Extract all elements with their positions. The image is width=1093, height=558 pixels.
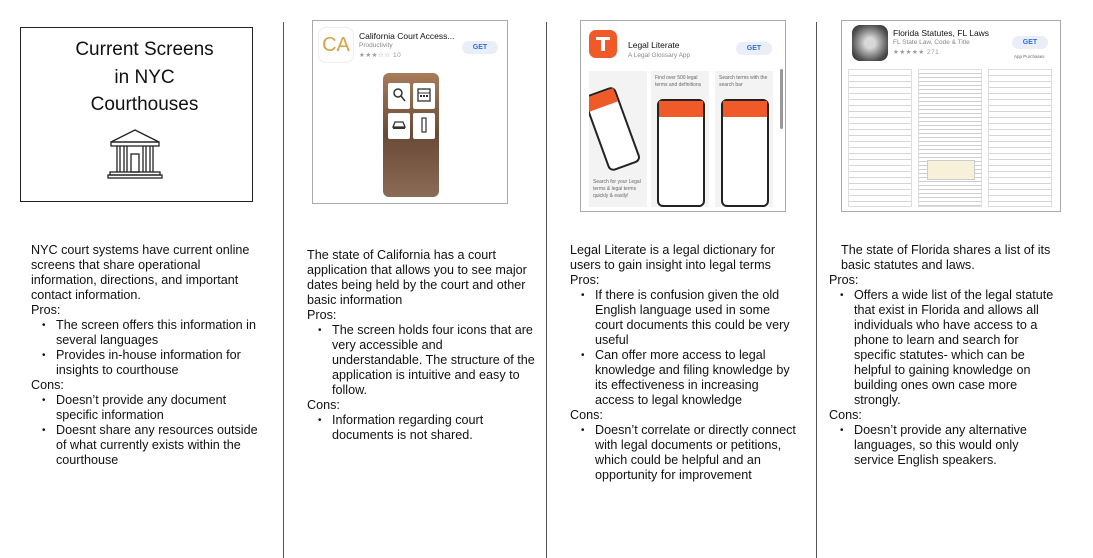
florida-app-card xyxy=(841,20,1061,212)
app-logo xyxy=(852,25,888,61)
pros-label: Pros: xyxy=(31,303,61,317)
pros-list xyxy=(31,318,259,378)
nyc-title-box xyxy=(20,27,253,202)
column-3-text xyxy=(570,243,798,483)
courthouse-icon xyxy=(107,127,163,183)
app-title: California Court Access... xyxy=(359,31,455,41)
legal-icon xyxy=(589,30,617,58)
list-item: • Doesn’t provide any document specific information xyxy=(31,393,259,423)
pros-list xyxy=(307,323,535,398)
rating-count: 10 xyxy=(392,52,402,59)
list-item: • The screen holds four icons that are very accessible and understandable. The structure of the application is intuitive and easy to follow. xyxy=(307,323,535,398)
legal-literate-description: Legal Literate is a legal dictionary for users to gain insight into legal terms xyxy=(570,243,776,272)
cons-list xyxy=(829,423,1061,468)
list-item: • Doesn’t provide any alternative languages, so this would only service English speakers. xyxy=(829,423,1061,468)
rating-stars: ★★★★★ xyxy=(893,49,925,56)
app-screenshot xyxy=(988,69,1052,207)
screenshot-caption: Find over 500 legal terms and definitions xyxy=(655,75,702,88)
app-screenshot xyxy=(651,71,709,207)
phone-mockup xyxy=(657,99,705,207)
pros-label: Pros: xyxy=(570,273,600,287)
app-category: Productivity xyxy=(359,42,393,49)
get-button[interactable]: GET xyxy=(736,42,772,55)
highlight-box xyxy=(927,160,975,180)
phone-header xyxy=(589,88,618,111)
pros-label: Pros: xyxy=(307,308,337,322)
app-logo: CA xyxy=(318,27,354,63)
cons-label: Cons: xyxy=(570,408,603,422)
app-title: Legal Literate xyxy=(628,40,680,50)
legal-literate-app-card xyxy=(580,20,786,212)
rating-stars: ★★★☆☆ xyxy=(359,52,391,59)
pros-list xyxy=(570,288,798,408)
column-divider-1 xyxy=(283,22,284,558)
app-screenshot xyxy=(848,69,912,207)
list-item: • If there is confusion given the old English language used in some court documents this could be very useful xyxy=(570,288,798,348)
list-item: • Doesnt share any resources outside of what currently exists within the courthouse xyxy=(31,423,259,468)
cons-list xyxy=(570,423,798,483)
cons-label: Cons: xyxy=(829,408,862,422)
cons-label: Cons: xyxy=(307,398,340,412)
cons-label: Cons: xyxy=(31,378,64,392)
column-divider-3 xyxy=(816,22,817,558)
cons-list xyxy=(307,413,535,443)
calendar-icon xyxy=(417,87,431,103)
nyc-title-line-1: Current Screens xyxy=(75,39,214,60)
column-4-text xyxy=(829,243,1061,468)
pros-label: Pros: xyxy=(829,273,859,287)
list-item: • The screen offers this information in several languages xyxy=(31,318,259,348)
nyc-title-line-3: Courthouses xyxy=(90,94,199,115)
info-icon xyxy=(420,117,428,133)
column-divider-2 xyxy=(546,22,547,558)
app-category: A Legal Glossary App xyxy=(628,52,691,59)
in-app-purchases-note: App Purchases xyxy=(1014,54,1045,59)
app-category: FL State Law, Code & Title xyxy=(893,39,970,46)
nyc-description: NYC court systems have current online screens that share operational information, directions, and important contact information. xyxy=(31,243,250,302)
phone-header xyxy=(659,101,703,117)
search-icon xyxy=(392,87,406,103)
app-rating xyxy=(359,51,401,59)
app-screenshot xyxy=(589,71,647,207)
florida-description: The state of Florida shares a list of its basic statutes and laws. xyxy=(841,243,1051,272)
list-item: • Can offer more access to legal knowledge and filing knowledge by its effectiveness in increasing access to legal knowledge xyxy=(570,348,798,408)
get-button[interactable]: GET xyxy=(1012,36,1048,49)
california-description: The state of California has a court application that allows you to see major dates being held by the court and other basic information xyxy=(307,248,527,307)
phone-mockup xyxy=(721,99,769,207)
screenshot-caption: Search terms with the search bar xyxy=(719,75,768,88)
app-screenshot xyxy=(918,69,982,207)
pros-list xyxy=(829,288,1061,408)
california-app-card xyxy=(312,20,508,204)
app-logo xyxy=(589,30,617,58)
app-title: Florida Statutes, FL Laws xyxy=(893,28,990,38)
list-item: • Offers a wide list of the legal statute that exist in Florida and allows all individuals who have access to a phone to learn and search for specific statutes- which can be helpful to gaining knowledge on building ones own case more strongly. xyxy=(829,288,1061,408)
nyc-title xyxy=(21,36,252,119)
get-button[interactable]: GET xyxy=(462,41,498,54)
app-screenshot xyxy=(715,71,773,207)
rating-count: 271 xyxy=(926,49,940,56)
nyc-title-line-2: in NYC xyxy=(114,66,175,88)
column-1-text xyxy=(31,243,259,468)
app-screenshot xyxy=(383,73,439,197)
list-item: • Information regarding court documents is not shared. xyxy=(307,413,535,443)
list-item: • Doesn’t correlate or directly connect with legal documents or petitions, which could be helpful and an opportunity for improvement xyxy=(570,423,798,483)
list-item: • Provides in-house information for insights to courthouse xyxy=(31,348,259,378)
scrollbar[interactable] xyxy=(780,69,783,129)
phone-mockup xyxy=(589,86,642,173)
car-icon xyxy=(392,119,406,131)
phone-header xyxy=(723,101,767,117)
cons-list xyxy=(31,393,259,468)
screenshot-caption: Search for your Legal terms & legal terms quickly & easily! xyxy=(593,179,641,199)
app-rating xyxy=(893,48,939,56)
column-2-text xyxy=(307,248,535,443)
